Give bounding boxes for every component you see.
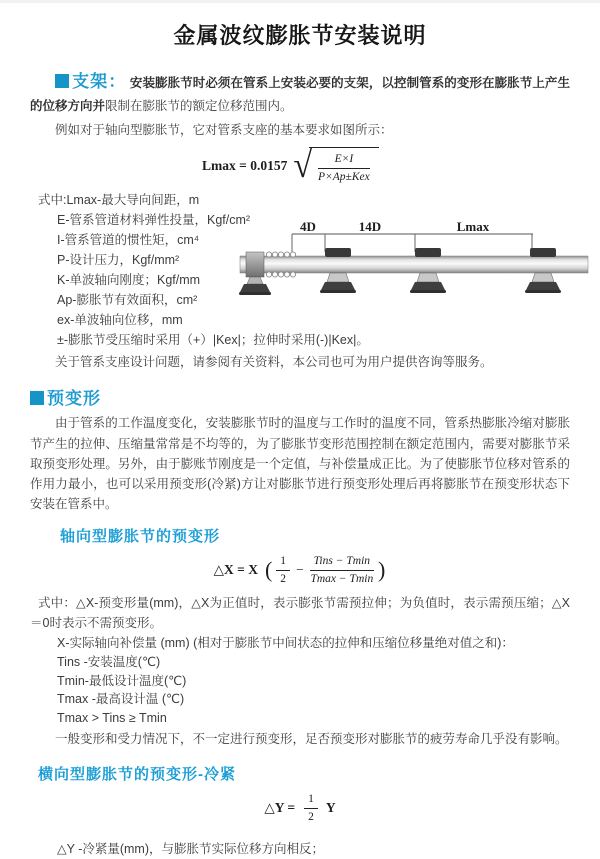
half-numerator: 1: [304, 792, 318, 809]
support-note: 关于管系支座设计问题，请参阅有关资料，本公司也可为用户提供咨询等服务。: [55, 354, 493, 369]
delta-x-formula: [30, 554, 570, 587]
temp-def-line: Tins -安装温度(℃): [57, 655, 161, 670]
dim-label-4d: 4D: [300, 218, 316, 234]
temp-fraction-denominator: Tmax − Tmin: [310, 572, 374, 585]
predeform-note: 一般变形和受力情况下，不一定进行预变形，足否预变形对膨胀节的疲劳寿命几乎没有影响。: [55, 732, 568, 747]
half-numerator: 1: [276, 554, 290, 571]
lmax-formula: [202, 147, 570, 185]
def-line: ±-膨胀节受压缩时采用（+）|Kex|；拉伸时采用(-)|Kex|。: [57, 332, 369, 347]
predeform-heading-label: 预变形: [47, 389, 101, 409]
pipe-support-diagram: [240, 218, 590, 317]
dim-label-14d: 14D: [358, 218, 382, 234]
support-heading-label: 支架：: [72, 72, 127, 91]
def-line: P-设计压力，Kgf/mm²: [57, 252, 180, 267]
definitions-and-diagram: [30, 190, 570, 350]
half-denominator: 2: [280, 572, 287, 585]
radical-content: [309, 147, 379, 185]
lmax-fraction-denominator: P×Ap±Kex: [318, 170, 370, 183]
support-example-line: 例如对于轴向型膨胀节，它对管系支座的基本要求如图所示：: [55, 122, 393, 137]
predeform-paragraph: 由于管系的工作温度变化，安装膨胀节时的温度与工作时的温度不同，管系热膨胀冷缩对膨胀节产生的拉伸、压缩量常常是不均等的，为了膨胀节变形范围控制在额定范围内，需要对膨胀节采取预变形处理。另外，由于膨账节刚度是一个定值，与补偿量成正比。为了使膨胀节位移对管系的作用力最小，也可以采用预变形(冷紧)方让对膨胀节进行预变形处理后再将膨胀节在预变形状态下安装在管系中。: [30, 416, 570, 512]
page-title: 金属波纹膨胀节安装说明: [173, 23, 427, 48]
def-line: ex-单波轴向位移，mm: [57, 312, 183, 327]
delta-y-lhs: △Y =: [264, 800, 296, 816]
temperature-fraction: [310, 554, 374, 587]
lmax-formula-radical: [293, 147, 378, 185]
delta-y-rhs: Y: [325, 800, 336, 816]
delta-x-explanation: 式中：△X-预变形量(mm)，△X为正值时，表示膨张节需预拉伸；为负值时，表示需预压缩；△X＝0时表示不需预变形。: [30, 595, 570, 630]
def-line: K-单波轴向刚度；Kgf/mm: [57, 272, 201, 287]
delta-y-definition: △Y -冷紧量(mm)，与膨胀节实际位移方向相反；: [57, 841, 325, 856]
lmax-formula-lhs: Lmax = 0.0157: [202, 157, 288, 173]
lmax-fraction: [318, 152, 370, 185]
close-paren: ): [378, 557, 386, 583]
radical-sign: √: [293, 145, 312, 186]
half-denominator: 2: [308, 810, 314, 823]
def-line: E-管系管道材料弹性投量，Kgf/cm²: [57, 212, 251, 227]
x-definition-line: X-实际轴向补偿量 (mm) (相对于膨胀节中间状态的拉伸和压缩位移量绝对值之和)：: [57, 636, 514, 651]
temp-def-line: Tmin-最低设计温度(℃): [57, 673, 187, 688]
def-line: Ap-膨胀节有效面积，cm²: [57, 292, 198, 307]
support-intro-paragraph: [30, 68, 570, 116]
lateral-subheading: 横向型膨胀节的预变形-冷紧: [38, 766, 236, 784]
dim-label-lmax: Lmax: [456, 218, 490, 234]
lmax-fraction-numerator: E×I: [318, 152, 370, 169]
def-line: I-管系管道的惯性矩，cm⁴: [57, 232, 200, 247]
axial-subheading: 轴向型膨胀节的预变形: [60, 527, 221, 545]
half-fraction: [304, 792, 318, 825]
temp-def-line: Tmax -最高设计温 (℃): [57, 692, 185, 707]
half-fraction: [276, 554, 290, 587]
temp-fraction-numerator: Tins − Tmin: [310, 554, 374, 571]
minus-sign: −: [296, 562, 304, 578]
delta-x-lhs: △X = X: [213, 562, 258, 578]
support-section-heading: [55, 72, 126, 91]
open-paren: (: [264, 557, 273, 583]
section-marker-square-icon: [30, 391, 44, 405]
support-intro-emphasis: 安装膨胀节时必须在管系上安装必要的支架，以控制管系的变形在膨胀节上产生的位移方向并: [30, 76, 570, 113]
temp-inequality-line: Tmax > Tins ≥ Tmin: [57, 710, 167, 725]
pipe: [240, 256, 588, 273]
delta-y-formula: [30, 792, 570, 825]
support-intro-rest: 限制在膨胀节的额定位移范围内。: [105, 98, 293, 113]
section-marker-square-icon: [55, 74, 69, 88]
predeform-section-heading: [30, 384, 570, 409]
defs-lead-line: 式中:Lmax-最大导向间距，m: [38, 192, 200, 207]
